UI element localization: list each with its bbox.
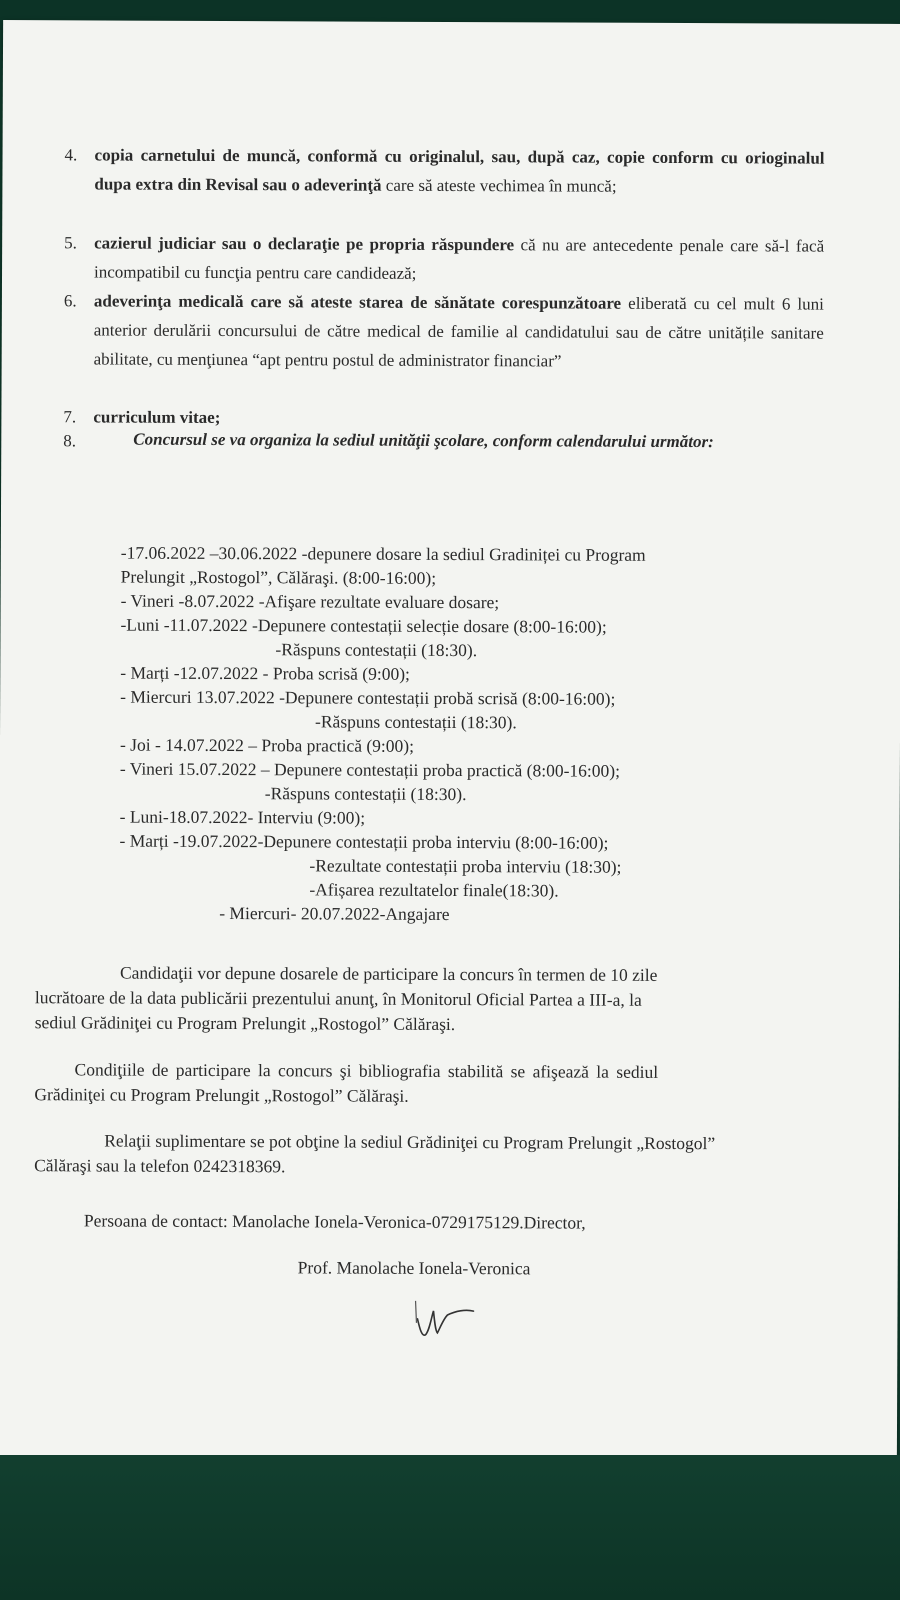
schedule-line: -Rezultate contestații proba interviu (18:30); [309,855,622,877]
paragraph-line: Relaţii suplimentare se pot obţine la sediul Grădiniţei cu Program Prelungit „Rostogol” [104,1130,716,1154]
schedule-line: - Miercuri 13.07.2022 -Depunere contestații probă scrisă (8:00-16:00); [120,686,616,709]
background-bottom [0,1455,900,1600]
document-page [0,20,900,1459]
schedule-line: - Marți -19.07.2022-Depunere contestații proba interviu (8:00-16:00); [119,830,609,853]
requirement-text: care să ateste vechimea în muncă; [381,175,617,196]
item-number: 8. [63,431,77,451]
paragraph-line: lucrătoare de la data publicării prezentului anunţ, în Monitorul Oficial Partea a III-a, la [34,987,642,1010]
paragraph-line: Călăraşi sau la telefon 0242318369. [34,1155,286,1177]
schedule-line: -Afișarea rezultatelor finale(18:30). [309,879,559,901]
requirement-bold: curriculum vitae; [93,407,221,427]
paragraph-submission [35,960,815,1038]
schedule-line: Prelungit „Rostogol”, Călăraşi. (8:00-16:00); [120,566,437,588]
contact-text: Persoana de contact: Manolache Ionela-Veronica-0729175129.Director, [83,1210,586,1233]
requirement-text: eliberată cu cel mult 6 luni anterior derulării concursului de către medical de familie al candidatului sau de către unitățile sanitare abilitate, cu menţiunea “apt pentru postul de administrator financiar” [93,293,824,371]
requirement-item-4 [64,140,825,196]
item-number: 4. [64,145,78,165]
requirement-text: că nu are antecedente penale care să-l facă incompatibil cu funcţia pentru care candidează; [93,235,825,283]
signatory [298,1255,698,1282]
item-number: 5. [64,233,77,253]
paragraph-line: sediul Grădiniţei cu Program Prelungit „Rostogol” Călăraşi. [34,1012,456,1035]
schedule-line: - Vineri -8.07.2022 -Afişare rezultate evaluare dosare; [120,590,500,613]
schedule-line: - Marți -12.07.2022 - Proba scrisă (9:00); [120,662,411,684]
schedule-list [119,541,841,928]
requirement-bold: cazierul judiciar sau o declaraţie pe propria răspundere [94,233,515,255]
schedule-intro: Concursul se va organiza la sediul unităţii şcolare, conform calendarului următor: [133,429,714,452]
schedule-line: - Joi - 14.07.2022 – Proba practică (9:00); [119,734,415,756]
schedule-line: -Răspuns contestații (18:30). [275,639,478,661]
requirement-item-7 [63,402,823,427]
requirement-item-5 [64,228,825,283]
schedule-line: -17.06.2022 –30.06.2022 -depunere dosare la sediul Gradiniței cu Program [120,542,646,565]
paragraph-conditions [34,1057,814,1110]
item-number: 7. [63,407,77,427]
paragraph-line: Condiţiile de participare la concurs şi bibliografia stabilită se afişează la sediul [74,1059,659,1082]
schedule-line: - Luni-18.07.2022- Interviu (9:00); [119,806,366,828]
item-number: 6. [63,291,77,311]
schedule-line: -Luni -11.07.2022 -Depunere contestații selecție dosare (8:00-16:00); [120,614,607,637]
paragraph-line: Candidaţii vor depune dosarele de participare la concurs în termen de 10 zile [119,962,658,985]
schedule-line: - Vineri 15.07.2022 – Depunere contestații proba practică (8:00-16:00); [119,758,621,781]
paragraph-relations [34,1128,814,1181]
signatory-name: Prof. Manolache Ionela-Veronica [297,1257,531,1279]
schedule-line: -Răspuns contestații (18:30). [315,711,517,733]
paragraph-line: Grădiniţei cu Program Prelungit „Rostogol” Călăraşi. [34,1084,409,1106]
schedule-line: - Miercuri- 20.07.2022-Angajare [219,902,450,924]
contact-line [84,1208,864,1236]
signature-mark [407,1297,497,1342]
requirement-bold: copia carnetului de muncă, conformă cu originalul, sau, după caz, copie conform cu orioginalul dupa extra din Revisal sau o adeverinţă [94,145,825,195]
requirement-bold: adeverinţa medicală care să ateste starea de sănătate corespunzătoare [93,291,622,313]
schedule-line: -Răspuns contestații (18:30). [264,783,467,805]
